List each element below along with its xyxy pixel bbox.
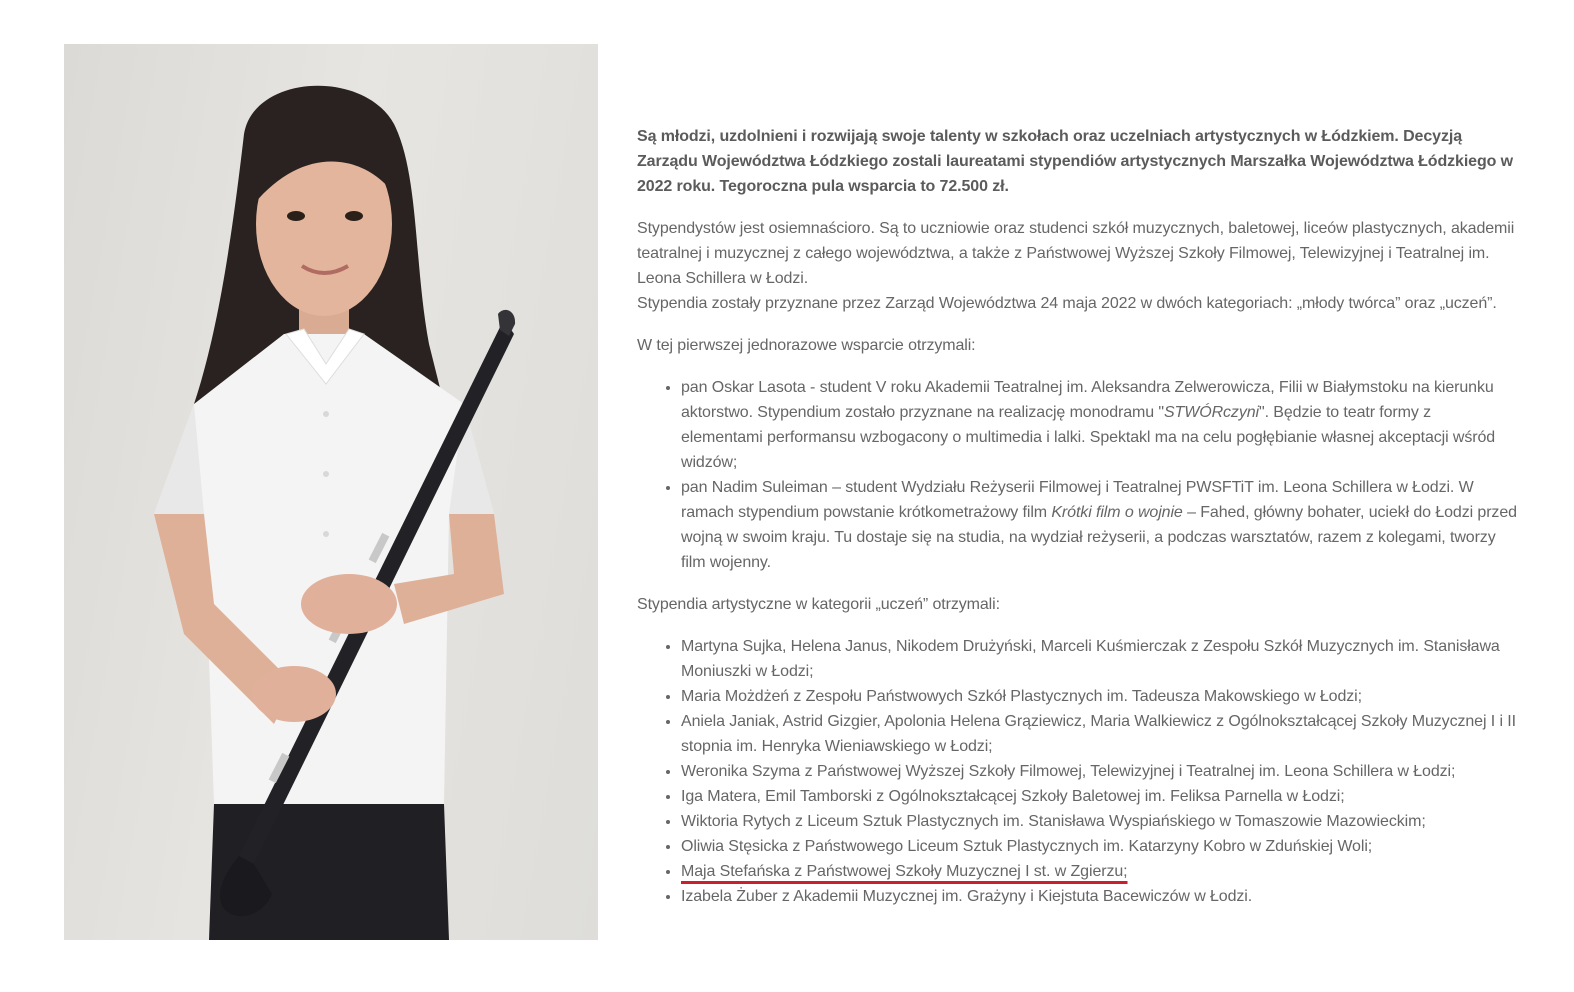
list-item: • Wiktoria Rytych z Liceum Sztuk Plastycznych im. Stanisława Wyspiańskiego w Tomaszowie Mazowieckim; <box>681 809 1517 834</box>
list-item: • Maria Możdżeń z Zespołu Państwowych Szkół Plastycznych im. Tadeusza Makowskiego w Łodzi; <box>681 684 1517 709</box>
list-item: • Martyna Sujka, Helena Janus, Nikodem Drużyński, Marceli Kuśmierczak z Zespołu Szkół Muzycznych im. Stanisława Moniuszki w Łodzi; <box>681 634 1517 684</box>
list-item <box>681 475 1517 575</box>
list-item-text: – Fahed, główny bohater, uciekł do Łodzi przed wojną w swoim kraju. Tu dostaje się na studia, na wydział reżyserii, a podczas warsztatów, razem z kolegami, tworzy film wojenny. <box>681 504 1517 571</box>
monodrama-title: STWÓRczyni <box>1163 404 1259 421</box>
list-item: • Oliwia Stęsicka z Państwowego Liceum Sztuk Plastycznych im. Katarzyny Kobro w Zduńskiej Woli; <box>681 834 1517 859</box>
list-item-text: ". Będzie to teatr formy z elementami performansu wzbogacony o multimedia i lalki. Spektakl ma na celu pogłębianie własnej akceptacji wśród widzów; <box>681 404 1496 471</box>
creator-list <box>637 375 1517 575</box>
list-item: • Weronika Szyma z Państwowej Wyższej Szkoły Filmowej, Telewizyjnej i Teatralnej im. Leona Schillera w Łodzi; <box>681 759 1517 784</box>
intro-line-2: Stypendia zostały przyznane przez Zarząd Województwa 24 maja 2022 w dwóch kategoriach: „młody twórca” oraz „uczeń”. <box>637 295 1497 312</box>
list-item <box>681 375 1517 475</box>
film-title: Krótki film o wojnie <box>1051 504 1183 521</box>
article-text <box>637 124 1517 926</box>
list-item: • Iga Matera, Emil Tamborski z Ogólnokształcącej Szkoły Baletowej im. Feliksa Parnella w Łodzi; <box>681 784 1517 809</box>
student-list <box>637 634 1517 909</box>
list-item: • Aniela Janiak, Astrid Gizgier, Apolonia Helena Grąziewicz, Maria Walkiewicz z Ogólnokształcącej Szkoły Muzycznej I i II stopnia im. Henryka Wieniawskiego w Łodzi; <box>681 709 1517 759</box>
article-lead: Są młodzi, uzdolnieni i rozwijają swoje talenty w szkołach oraz uczelniach artystycznych w Łódzkiem. Decyzją Zarządu Województwa Łódzkiego zostali laureatami stypendiów artystycznych Marszałka Województwa Łódzkiego w 2022 roku. Tegoroczna pula wsparcia to 72.500 zł. <box>637 128 1513 195</box>
highlighted-name: Maja Stefańska z Państwowej Szkoły Muzycznej I st. w Zgierzu; <box>681 863 1128 880</box>
list-item-text: pan Nadim Suleiman – student Wydziału Reżyserii Filmowej i Teatralnej PWSFTiT im. Leona Schillera w Łodzi. W ramach stypendium powstanie krótkometrażowy film <box>681 479 1474 521</box>
list-item-text: pan Oskar Lasota - student V roku Akademii Teatralnej im. Aleksandra Zelwerowicza, Filii w Białymstoku na kierunku aktorstwo. Stypendium zostało przyznane na realizację monodramu " <box>681 379 1494 421</box>
list-item: • Izabela Żuber z Akademii Muzycznej im. Grażyny i Kiejstuta Bacewiczów w Łodzi. <box>681 884 1517 909</box>
creator-heading: W tej pierwszej jednorazowe wsparcie otrzymali: <box>637 337 976 354</box>
photo-girl-with-clarinet <box>64 44 598 940</box>
intro-line-1: Stypendystów jest osiemnaścioro. Są to uczniowie oraz studenci szkół muzycznych, baletowej, liceów plastycznych, akademii teatralnej i muzycznej z całego województwa, a także z Państwowej Wyższej Szkoły Filmowej, Telewizyjnej i Teatralnej im. Leona Schillera w Łodzi. <box>637 220 1515 287</box>
student-heading: Stypendia artystyczne w kategorii „uczeń” otrzymali: <box>637 596 1000 613</box>
article-intro <box>637 216 1517 316</box>
list-item-highlighted <box>681 859 1517 884</box>
